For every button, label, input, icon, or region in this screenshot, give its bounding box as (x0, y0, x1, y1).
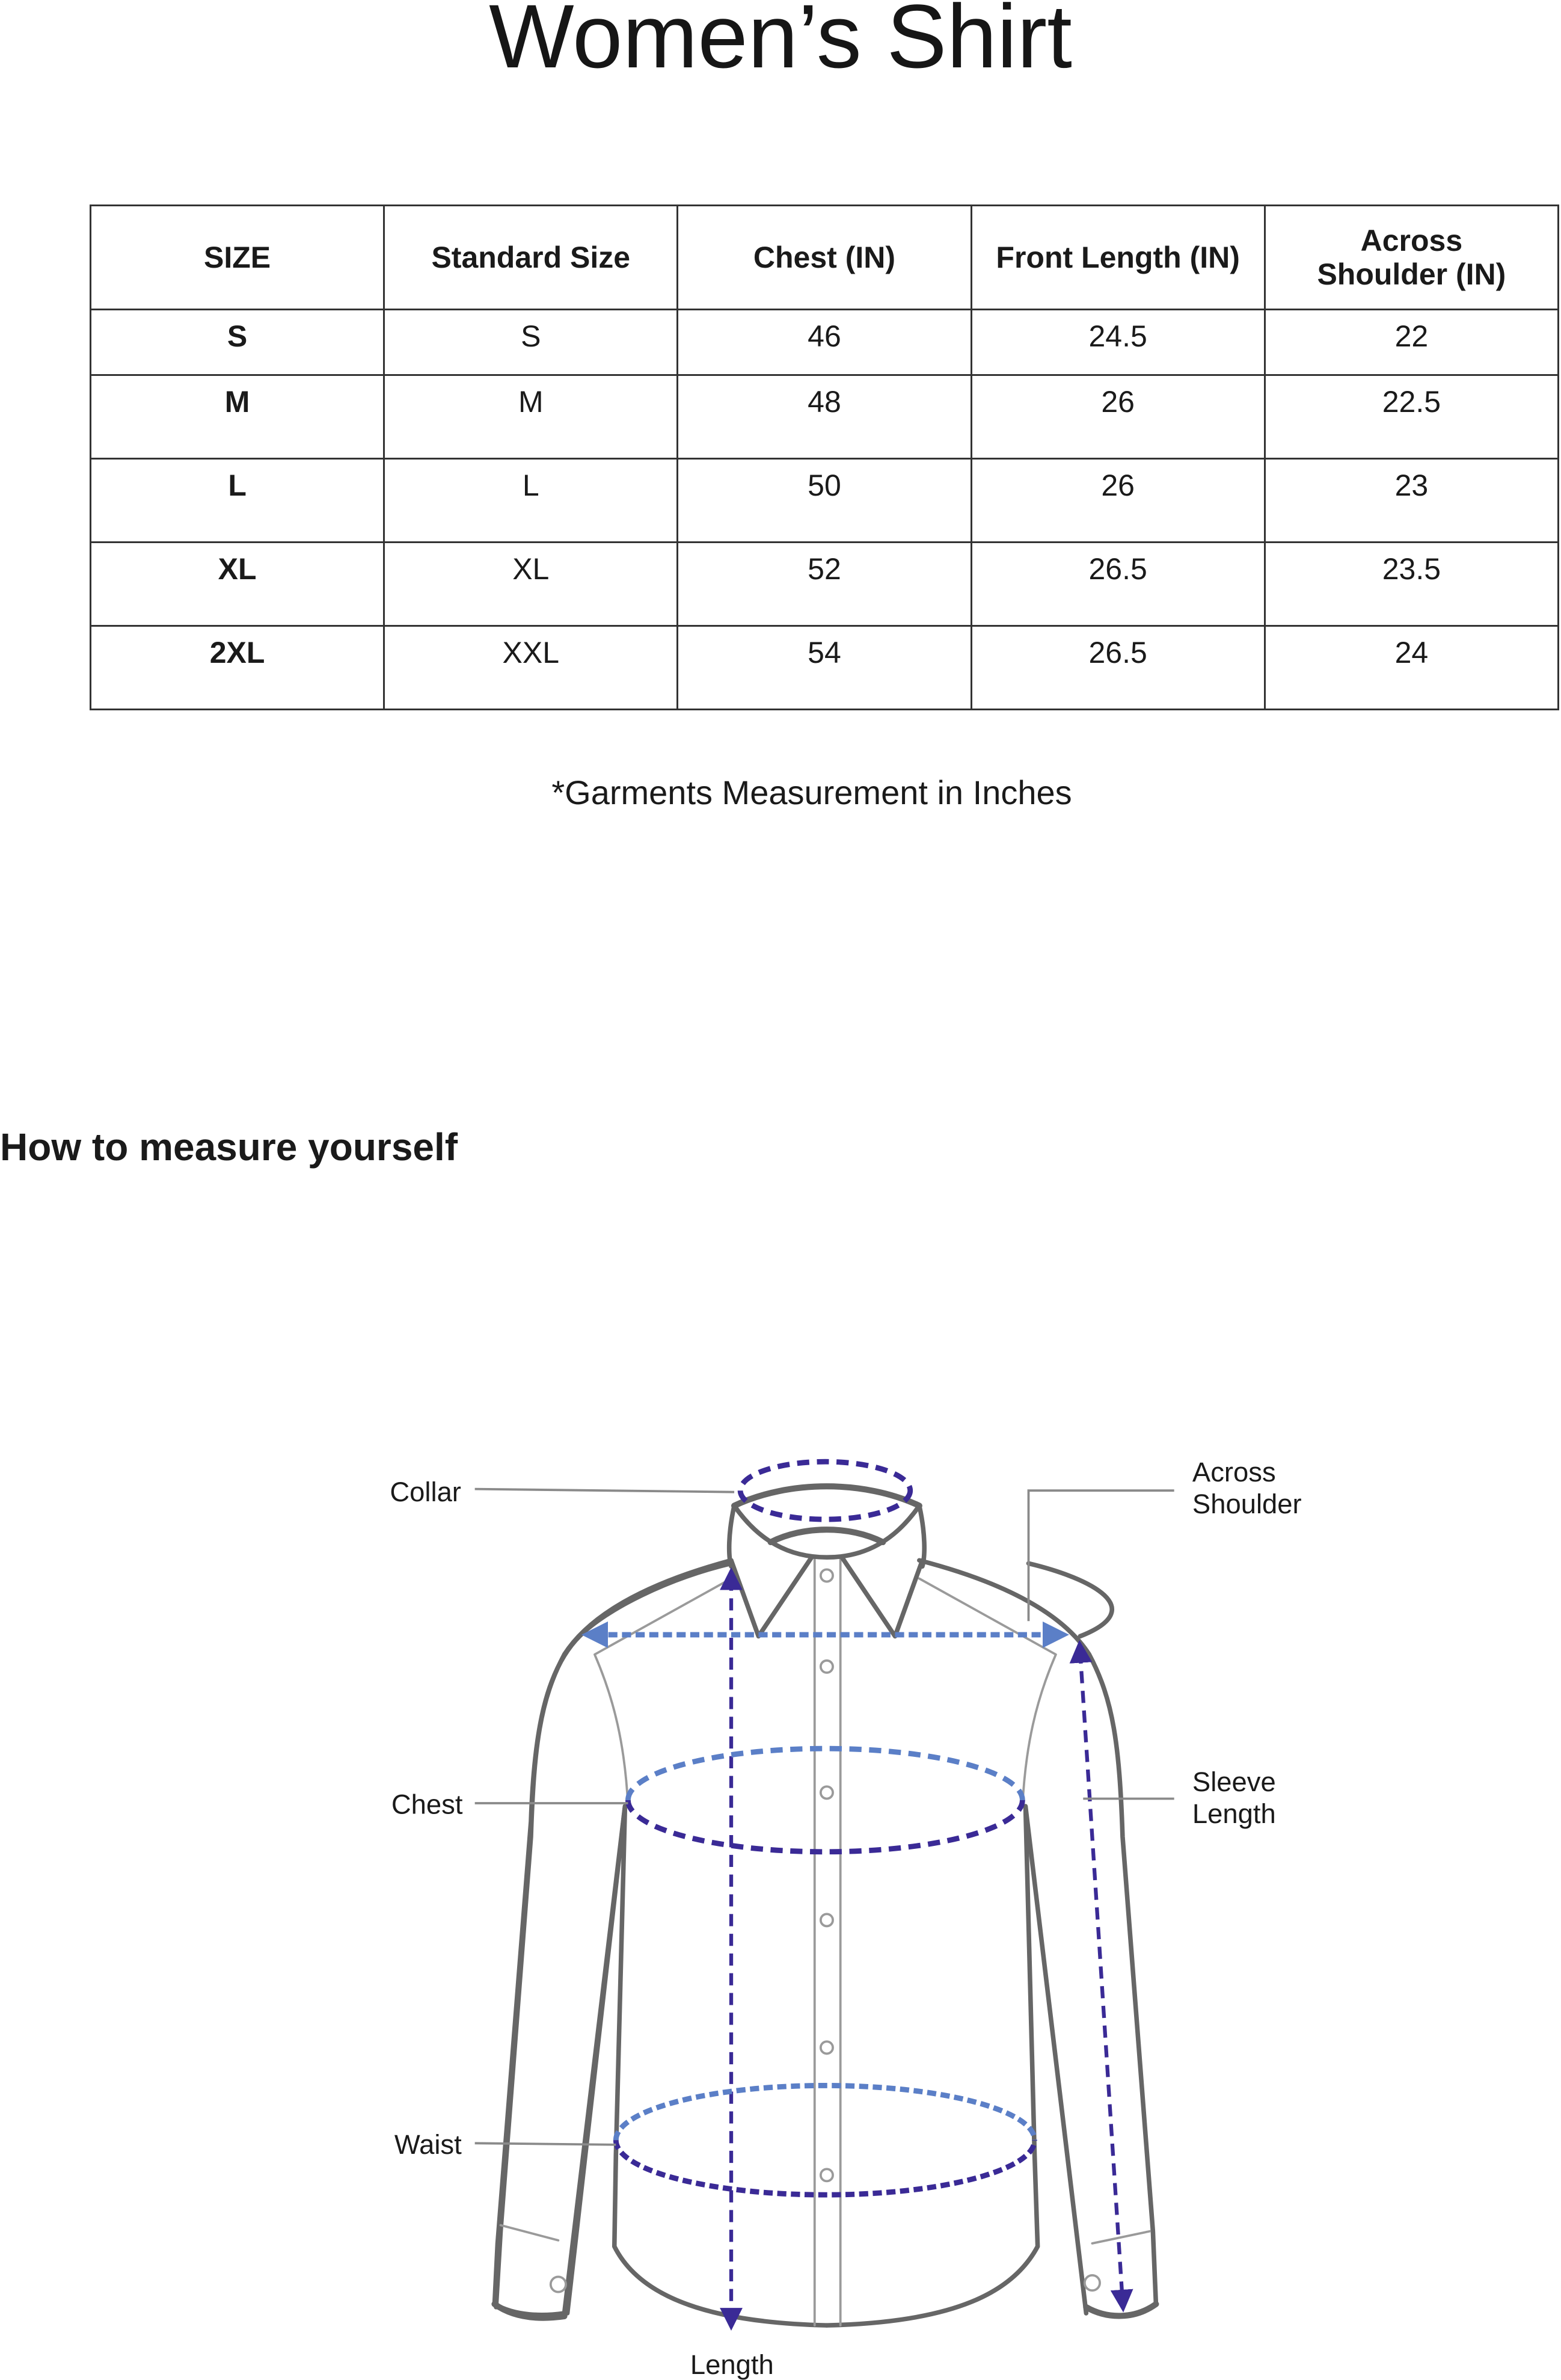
cell-across-shoulder: 22.5 (1265, 375, 1558, 459)
label-across-shoulder-line1: Across (1192, 1457, 1276, 1488)
collar-band-inner (771, 1530, 883, 1542)
collar-leader (475, 1489, 734, 1492)
cell-size: S (91, 310, 384, 375)
shirt-right-sleeve-inner (1025, 1806, 1086, 2313)
header-across-shoulder-line2: Shoulder (IN) (1317, 257, 1506, 291)
right-cuff-seam (1092, 2231, 1150, 2243)
waist-measure-lower (616, 2140, 1034, 2195)
header-standard-size: Standard Size (384, 206, 678, 310)
page-title: Women’s Shirt (489, 0, 1072, 87)
measurement-footnote: *Garments Measurement in Inches (551, 773, 1072, 811)
cell-standard: XXL (384, 626, 678, 710)
cell-standard: XL (384, 543, 678, 626)
label-sleeve-length-line2: Length (1192, 1798, 1276, 1829)
header-front-length: Front Length (IN) (971, 206, 1265, 310)
shirt-button (821, 1569, 833, 1581)
label-chest: Chest (391, 1789, 463, 1820)
shirt-body-outline (494, 1563, 1112, 2314)
chest-measure-upper (628, 1748, 1022, 1800)
collar-left-point (731, 1557, 812, 1636)
measurement-guides (595, 1462, 1123, 2319)
cell-across-shoulder: 22 (1265, 310, 1558, 375)
shirt-left-cuff-bottom (494, 2304, 564, 2318)
label-collar: Collar (390, 1476, 461, 1507)
chest-measure-lower (628, 1800, 1022, 1852)
cell-chest: 48 (678, 375, 971, 459)
shirt-button (821, 1786, 833, 1798)
cell-chest: 52 (678, 543, 971, 626)
shirt-button (821, 1661, 833, 1673)
cell-size: L (91, 459, 384, 543)
cell-front-length: 26 (971, 375, 1265, 459)
label-across-shoulder-line2: Shoulder (1192, 1489, 1302, 1520)
cell-across-shoulder: 23 (1265, 459, 1558, 543)
cell-chest: 54 (678, 626, 971, 710)
collar-right-side (919, 1505, 924, 1566)
waist-leader (475, 2143, 616, 2145)
cell-standard: S (384, 310, 678, 375)
cell-front-length: 26.5 (971, 543, 1265, 626)
cell-chest: 50 (678, 459, 971, 543)
label-length: Length (690, 2349, 774, 2380)
cell-size: 2XL (91, 626, 384, 710)
header-across-shoulder-line1: Across (1360, 224, 1463, 257)
left-cuff-button (551, 2277, 566, 2292)
shirt-torso-left (615, 1806, 827, 2325)
right-cuff-button (1085, 2275, 1100, 2290)
shirt-button (821, 2169, 833, 2181)
collar-right-point (842, 1557, 922, 1636)
how-to-measure-heading: How to measure yourself (0, 1125, 458, 1169)
header-chest: Chest (IN) (678, 206, 971, 310)
cell-front-length: 26.5 (971, 626, 1265, 710)
shirt-button (821, 2041, 833, 2053)
shirt-right-cuff-bottom (1086, 2304, 1156, 2316)
label-sleeve-length-line1: Sleeve (1192, 1766, 1276, 1797)
cell-chest: 46 (678, 310, 971, 375)
cell-front-length: 24.5 (971, 310, 1265, 375)
cell-front-length: 26 (971, 459, 1265, 543)
cell-size: XL (91, 543, 384, 626)
cell-across-shoulder: 24 (1265, 626, 1558, 710)
across-shoulder-leader (1028, 1490, 1174, 1621)
leader-lines (475, 1489, 1174, 2145)
waist-measure-upper (616, 2085, 1034, 2140)
shirt-illustration (494, 1486, 1156, 2325)
cell-standard: L (384, 459, 678, 543)
shirt-torso-right (827, 1806, 1038, 2325)
shirt-button (821, 1914, 833, 1926)
label-waist: Waist (394, 2129, 462, 2160)
cell-across-shoulder: 23.5 (1265, 543, 1558, 626)
cell-standard: M (384, 375, 678, 459)
left-cuff-seam (501, 2225, 559, 2240)
collar-band-top (734, 1486, 919, 1505)
header-size: SIZE (91, 206, 384, 310)
cell-size: M (91, 375, 384, 459)
collar-left-side (729, 1505, 734, 1566)
